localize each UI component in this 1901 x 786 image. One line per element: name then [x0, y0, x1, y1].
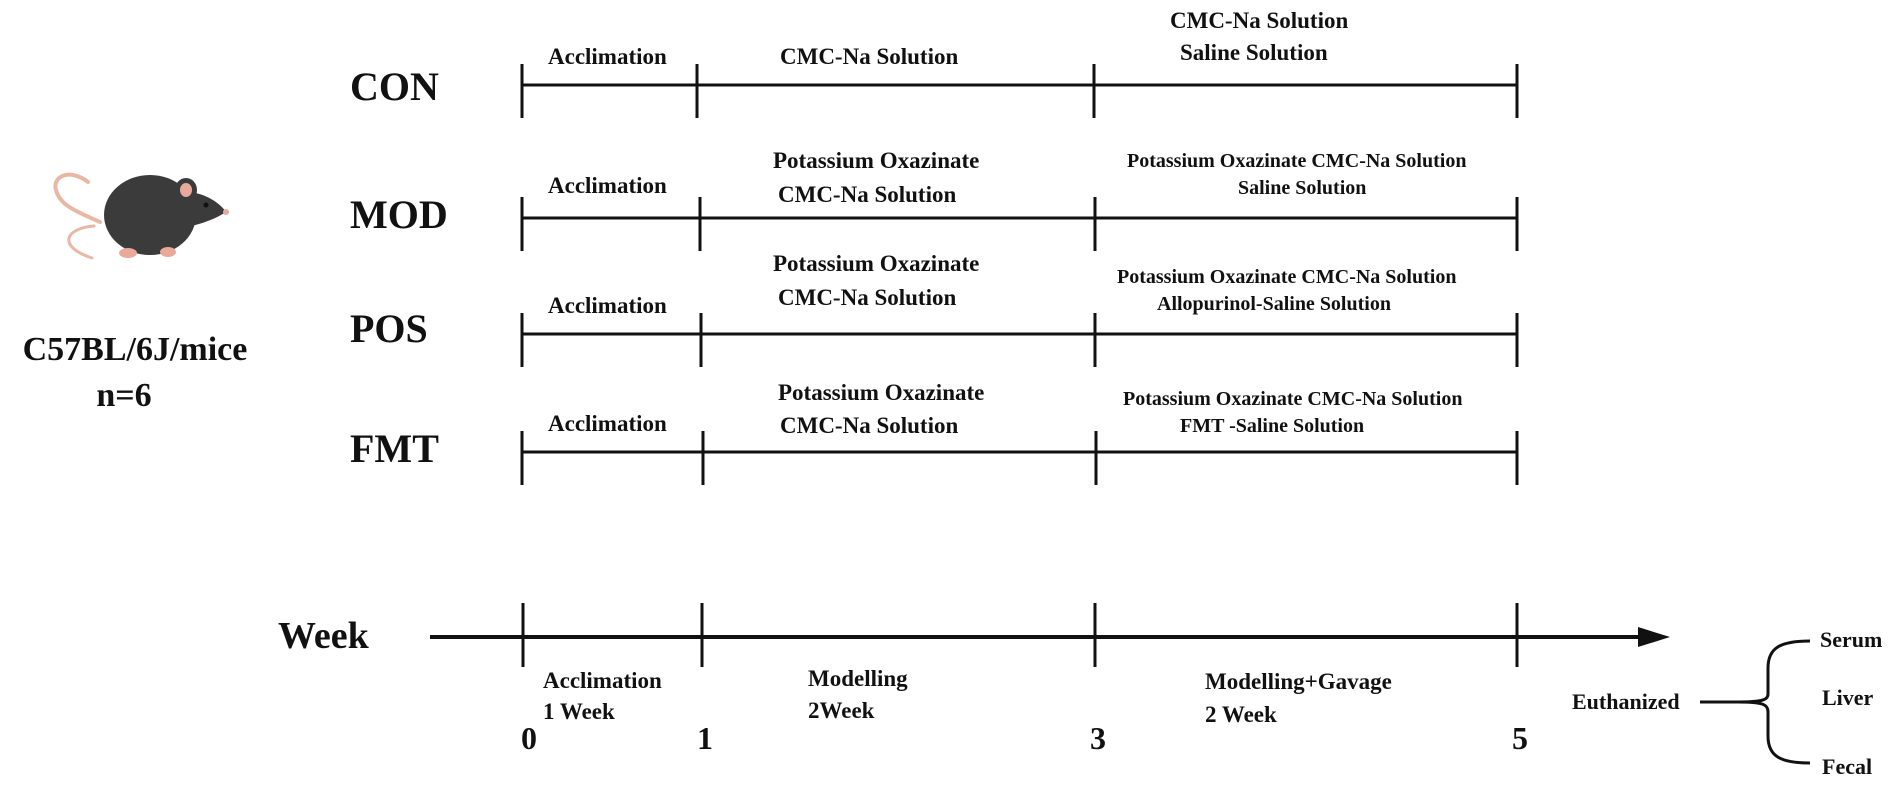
axis-arrowhead	[1638, 627, 1670, 647]
phase-modelling-line1: CMC-Na Solution	[780, 44, 959, 69]
phase-acclimation: Acclimation	[548, 173, 667, 198]
phase-modelling-line1: Potassium Oxazinate	[773, 251, 980, 276]
week-axis	[430, 603, 1640, 667]
phase-acclimation: Acclimation	[548, 293, 667, 318]
phase-acclimation: Acclimation	[548, 411, 667, 436]
endpoint-label: Euthanized	[1572, 689, 1680, 714]
sample-serum: Serum	[1820, 627, 1883, 652]
week-tick-label: 0	[521, 720, 537, 756]
phase-modelling-line1: Potassium Oxazinate	[773, 148, 980, 173]
axis-phase-name: Modelling	[808, 666, 908, 691]
mouse-icon	[55, 175, 229, 258]
sample-liver: Liver	[1822, 685, 1874, 710]
week-tick-label: 1	[697, 720, 713, 756]
phase-modelling-line2: CMC-Na Solution	[778, 182, 957, 207]
group-label-con: CON	[350, 64, 439, 109]
week-tick-label: 5	[1512, 720, 1528, 756]
phase-gavage-line1: Potassium Oxazinate CMC-Na Solution	[1127, 150, 1467, 172]
phase-modelling-line2: CMC-Na Solution	[780, 413, 959, 438]
phase-gavage-line1: Potassium Oxazinate CMC-Na Solution	[1117, 266, 1457, 288]
phase-gavage-line2: FMT -Saline Solution	[1180, 415, 1365, 437]
group-timeline-line	[522, 431, 1517, 485]
group-timeline-line	[522, 197, 1517, 251]
axis-phase-duration: 1 Week	[543, 699, 615, 724]
subject-count: n=6	[96, 377, 152, 414]
phase-modelling-line2: CMC-Na Solution	[778, 285, 957, 310]
sample-brace	[1700, 641, 1810, 763]
axis-phase-name: Acclimation	[543, 668, 662, 693]
phase-gavage-line2: Allopurinol-Saline Solution	[1157, 293, 1391, 315]
week-axis-label: Week	[278, 615, 369, 657]
subject-strain: C57BL/6J/mice	[22, 331, 248, 368]
phase-gavage-line2: Saline Solution	[1238, 177, 1367, 199]
group-timeline-line	[522, 313, 1517, 367]
phase-acclimation: Acclimation	[548, 44, 667, 69]
group-label-mod: MOD	[350, 192, 448, 237]
group-timeline-line	[522, 64, 1517, 118]
phase-modelling-line1: Potassium Oxazinate	[778, 380, 985, 405]
sample-fecal: Fecal	[1822, 754, 1873, 779]
axis-phase-duration: 2Week	[808, 698, 875, 723]
week-tick-label: 3	[1090, 720, 1106, 756]
phase-gavage-line1: Potassium Oxazinate CMC-Na Solution	[1123, 388, 1463, 410]
axis-phase-name: Modelling+Gavage	[1205, 669, 1392, 694]
phase-gavage-line1: CMC-Na Solution	[1170, 8, 1349, 33]
axis-phase-duration: 2 Week	[1205, 702, 1277, 727]
group-label-fmt: FMT	[350, 426, 439, 471]
group-label-pos: POS	[350, 306, 428, 351]
phase-gavage-line2: Saline Solution	[1180, 40, 1328, 65]
